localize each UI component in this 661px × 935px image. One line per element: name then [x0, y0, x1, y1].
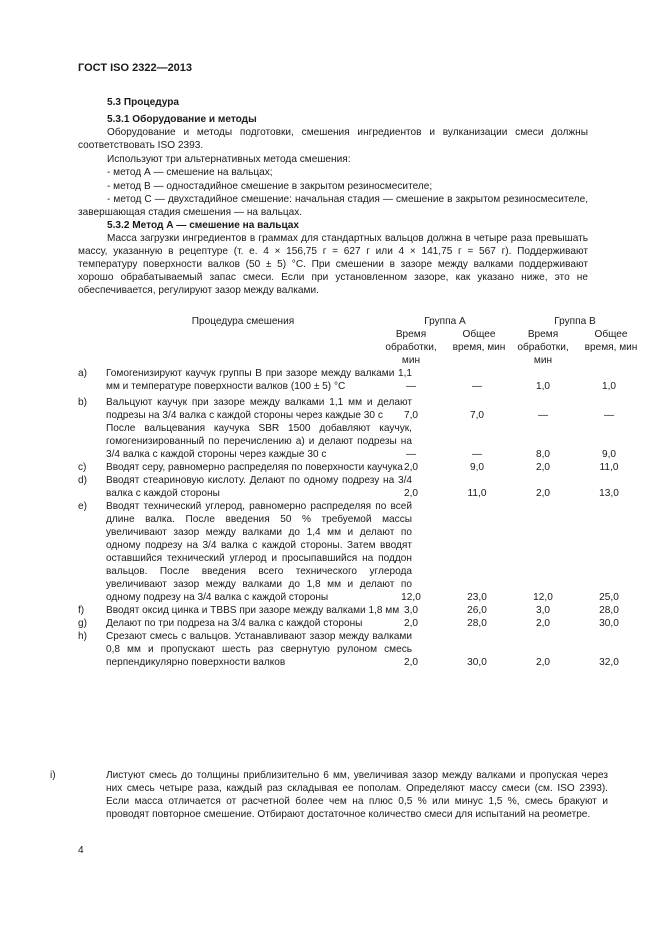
- section-title: 5.3 Процедура: [107, 97, 180, 108]
- cell-b-time: 12,0: [533, 592, 553, 603]
- row-text: Вводят оксид цинка и TBBS при зазоре между валками 1,8 мм: [106, 605, 400, 616]
- paragraph-equipment: Оборудование и методы подготовки, смешения ингредиентов и вулканизации смеси должны соответствовать ISO 2393.: [78, 127, 588, 151]
- column-procedure: Процедура смешения: [191, 316, 295, 327]
- paragraph-methods-intro: Используют три альтернативных метода смешения:: [107, 154, 351, 165]
- table-row: [78, 367, 617, 393]
- cell-b-time: 2,0: [535, 657, 551, 668]
- group-b-total-header: Общее время, мин: [584, 329, 638, 353]
- cell-b-time: 8,0: [535, 449, 551, 460]
- table-row: [78, 422, 617, 461]
- cell-b-total: 13,0: [599, 488, 619, 499]
- document-header: ГОСТ ISO 2322—2013: [78, 62, 193, 74]
- row-text: Вводят технический углерод, равномерно распределяя по всей длине валка. После введения 50 % требуемой массы увеличивают зазор между валками до 1,4 мм и делают по одному подрезу на 3/4 валка с каждой стороны. Затем вводят оставшийся технический углерод и просыпавшийся на поддон вальцов. После введения всего технического углерода увеличивают зазор между валками до 1,8 мм и делают по одному подрезу на 3/4 валка с каждой стороны: [106, 501, 412, 603]
- cell-b-total: 25,0: [599, 592, 619, 603]
- row-text: Гомогенизируют каучук группы В при зазоре между валками 1,1 мм и температуре поверхности валков (100 ± 5) °С: [106, 368, 412, 392]
- page-number: 4: [78, 845, 84, 856]
- table-row: [78, 474, 619, 500]
- cell-b-total: —: [603, 410, 615, 421]
- row-label: e): [78, 501, 87, 512]
- cell-a-total: 28,0: [467, 618, 487, 629]
- item-i-label: i): [50, 770, 56, 781]
- method-a-item: - метод А — смешение на вальцах;: [107, 167, 273, 178]
- cell-b-total: 9,0: [601, 449, 617, 460]
- table-row: [78, 604, 619, 617]
- subsection-1-title: 5.3.1 Оборудование и методы: [107, 114, 257, 125]
- cell-b-time: 2,0: [535, 618, 551, 629]
- table-row: [78, 461, 619, 474]
- cell-a-time: 2,0: [403, 488, 419, 499]
- cell-b-total: 32,0: [599, 657, 619, 668]
- row-label: g): [78, 618, 87, 629]
- row-text: Вальцуют каучук при зазоре между валками 1,1 мм и делают подрезы на 3/4 валка с каждой стороны через каждые 30 с: [106, 397, 412, 421]
- cell-a-time: —: [405, 449, 417, 460]
- cell-b-time: 2,0: [535, 462, 551, 473]
- cell-a-total: 9,0: [469, 462, 485, 473]
- table-row: [78, 617, 619, 630]
- row-text: Вводят серу, равномерно распределяя по поверхности каучука: [106, 462, 403, 473]
- group-a-header: Группа А: [424, 316, 466, 327]
- table-row: [78, 500, 619, 604]
- row-text: Делают по три подреза на 3/4 валка с каждой стороны: [106, 618, 363, 629]
- row-label: f): [78, 605, 85, 616]
- cell-a-time: 2,0: [403, 657, 419, 668]
- cell-a-total: 23,0: [467, 592, 487, 603]
- subsection-2-title: 5.3.2 Метод А — смешение на вальцах: [107, 220, 300, 231]
- cell-b-total: 30,0: [599, 618, 619, 629]
- procedure-table: [78, 367, 619, 669]
- method-c-item: - метод С — двухстадийное смешение: начальная стадия — смешение в закрытом резиносмесителе, завершающая стадия смешения — на вальцах.: [78, 194, 588, 218]
- group-a-total-header: Общее время, мин: [452, 329, 506, 353]
- cell-a-time: —: [405, 381, 417, 392]
- row-label: c): [78, 462, 87, 473]
- paragraph-method-a: Масса загрузки ингредиентов в граммах для стандартных вальцов должна в четыре раза превышать массу, указанную в рецептуре (т. е. 4 × 156,75 г = 627 г или 4 × 141,75 г = 567 г). Поддерживают температуру поверхности валков (50 ± 5) °С. При смешении в зазоре между валками поддерживают хорошо обрабатываемый запас смеси. Если при установленном зазоре, как указано ниже, это не обеспечивается, регулируют зазор между валками.: [78, 233, 588, 296]
- row-label: a): [78, 368, 87, 379]
- cell-a-total: 26,0: [467, 605, 487, 616]
- item-i-text: Листуют смесь до толщины приблизительно 6 мм, увеличивая зазор между валками и пропуская через них смесь четыре раза, каждый раз складывая ее пополам. Определяют массу смеси (см. ISO 2393). Если масса отличается от расчетной более чем на плюс 0,5 % или минус 1,5 %, смесь бракуют и проводят повторное смешение. Отбирают достаточное количество смеси для испытаний на реометре.: [106, 770, 608, 820]
- cell-a-total: 30,0: [467, 657, 487, 668]
- cell-b-time: 1,0: [535, 381, 551, 392]
- row-text: Срезают смесь с вальцов. Устанавливают зазор между валками 0,8 мм и пропускают шесть раз свернутую рулоном смесь перпендикулярно поверхности валков: [106, 631, 412, 668]
- cell-b-time: —: [537, 410, 549, 421]
- cell-a-time: 2,0: [403, 462, 419, 473]
- cell-b-time: 2,0: [535, 488, 551, 499]
- method-b-item: - метод В — одностадийное смешение в закрытом резиносмесителе;: [107, 181, 433, 192]
- row-text: Вводят стеариновую кислоту. Делают по одному подрезу на 3/4 валка с каждой стороны: [106, 475, 412, 499]
- cell-a-time: 12,0: [401, 592, 421, 603]
- table-row: [78, 630, 619, 669]
- cell-b-time: 3,0: [535, 605, 551, 616]
- cell-a-total: 7,0: [469, 410, 485, 421]
- cell-a-time: 7,0: [403, 410, 419, 421]
- group-b-time-header: Время обработки, мин: [517, 329, 569, 366]
- cell-a-total: —: [471, 449, 483, 460]
- cell-a-time: 3,0: [403, 605, 419, 616]
- item-i: [50, 769, 608, 821]
- cell-a-time: 2,0: [403, 618, 419, 629]
- table-header: [78, 315, 638, 375]
- cell-b-total: 28,0: [599, 605, 619, 616]
- cell-b-total: 11,0: [599, 462, 619, 473]
- row-text: После вальцевания каучука SBR 1500 добавляют каучук, гомогенизированный по перечислению а) и делают подрезы на 3/4 валка с каждой стороны через каждые 30 с: [106, 423, 412, 460]
- cell-b-total: 1,0: [601, 381, 617, 392]
- cell-a-total: 11,0: [467, 488, 487, 499]
- row-label: d): [78, 475, 87, 486]
- row-label: h): [78, 631, 87, 642]
- cell-a-total: —: [471, 381, 483, 392]
- row-label: b): [78, 397, 87, 408]
- group-a-time-header: Время обработки, мин: [385, 329, 437, 366]
- table-row: [78, 396, 615, 422]
- group-b-header: Группа В: [554, 316, 596, 327]
